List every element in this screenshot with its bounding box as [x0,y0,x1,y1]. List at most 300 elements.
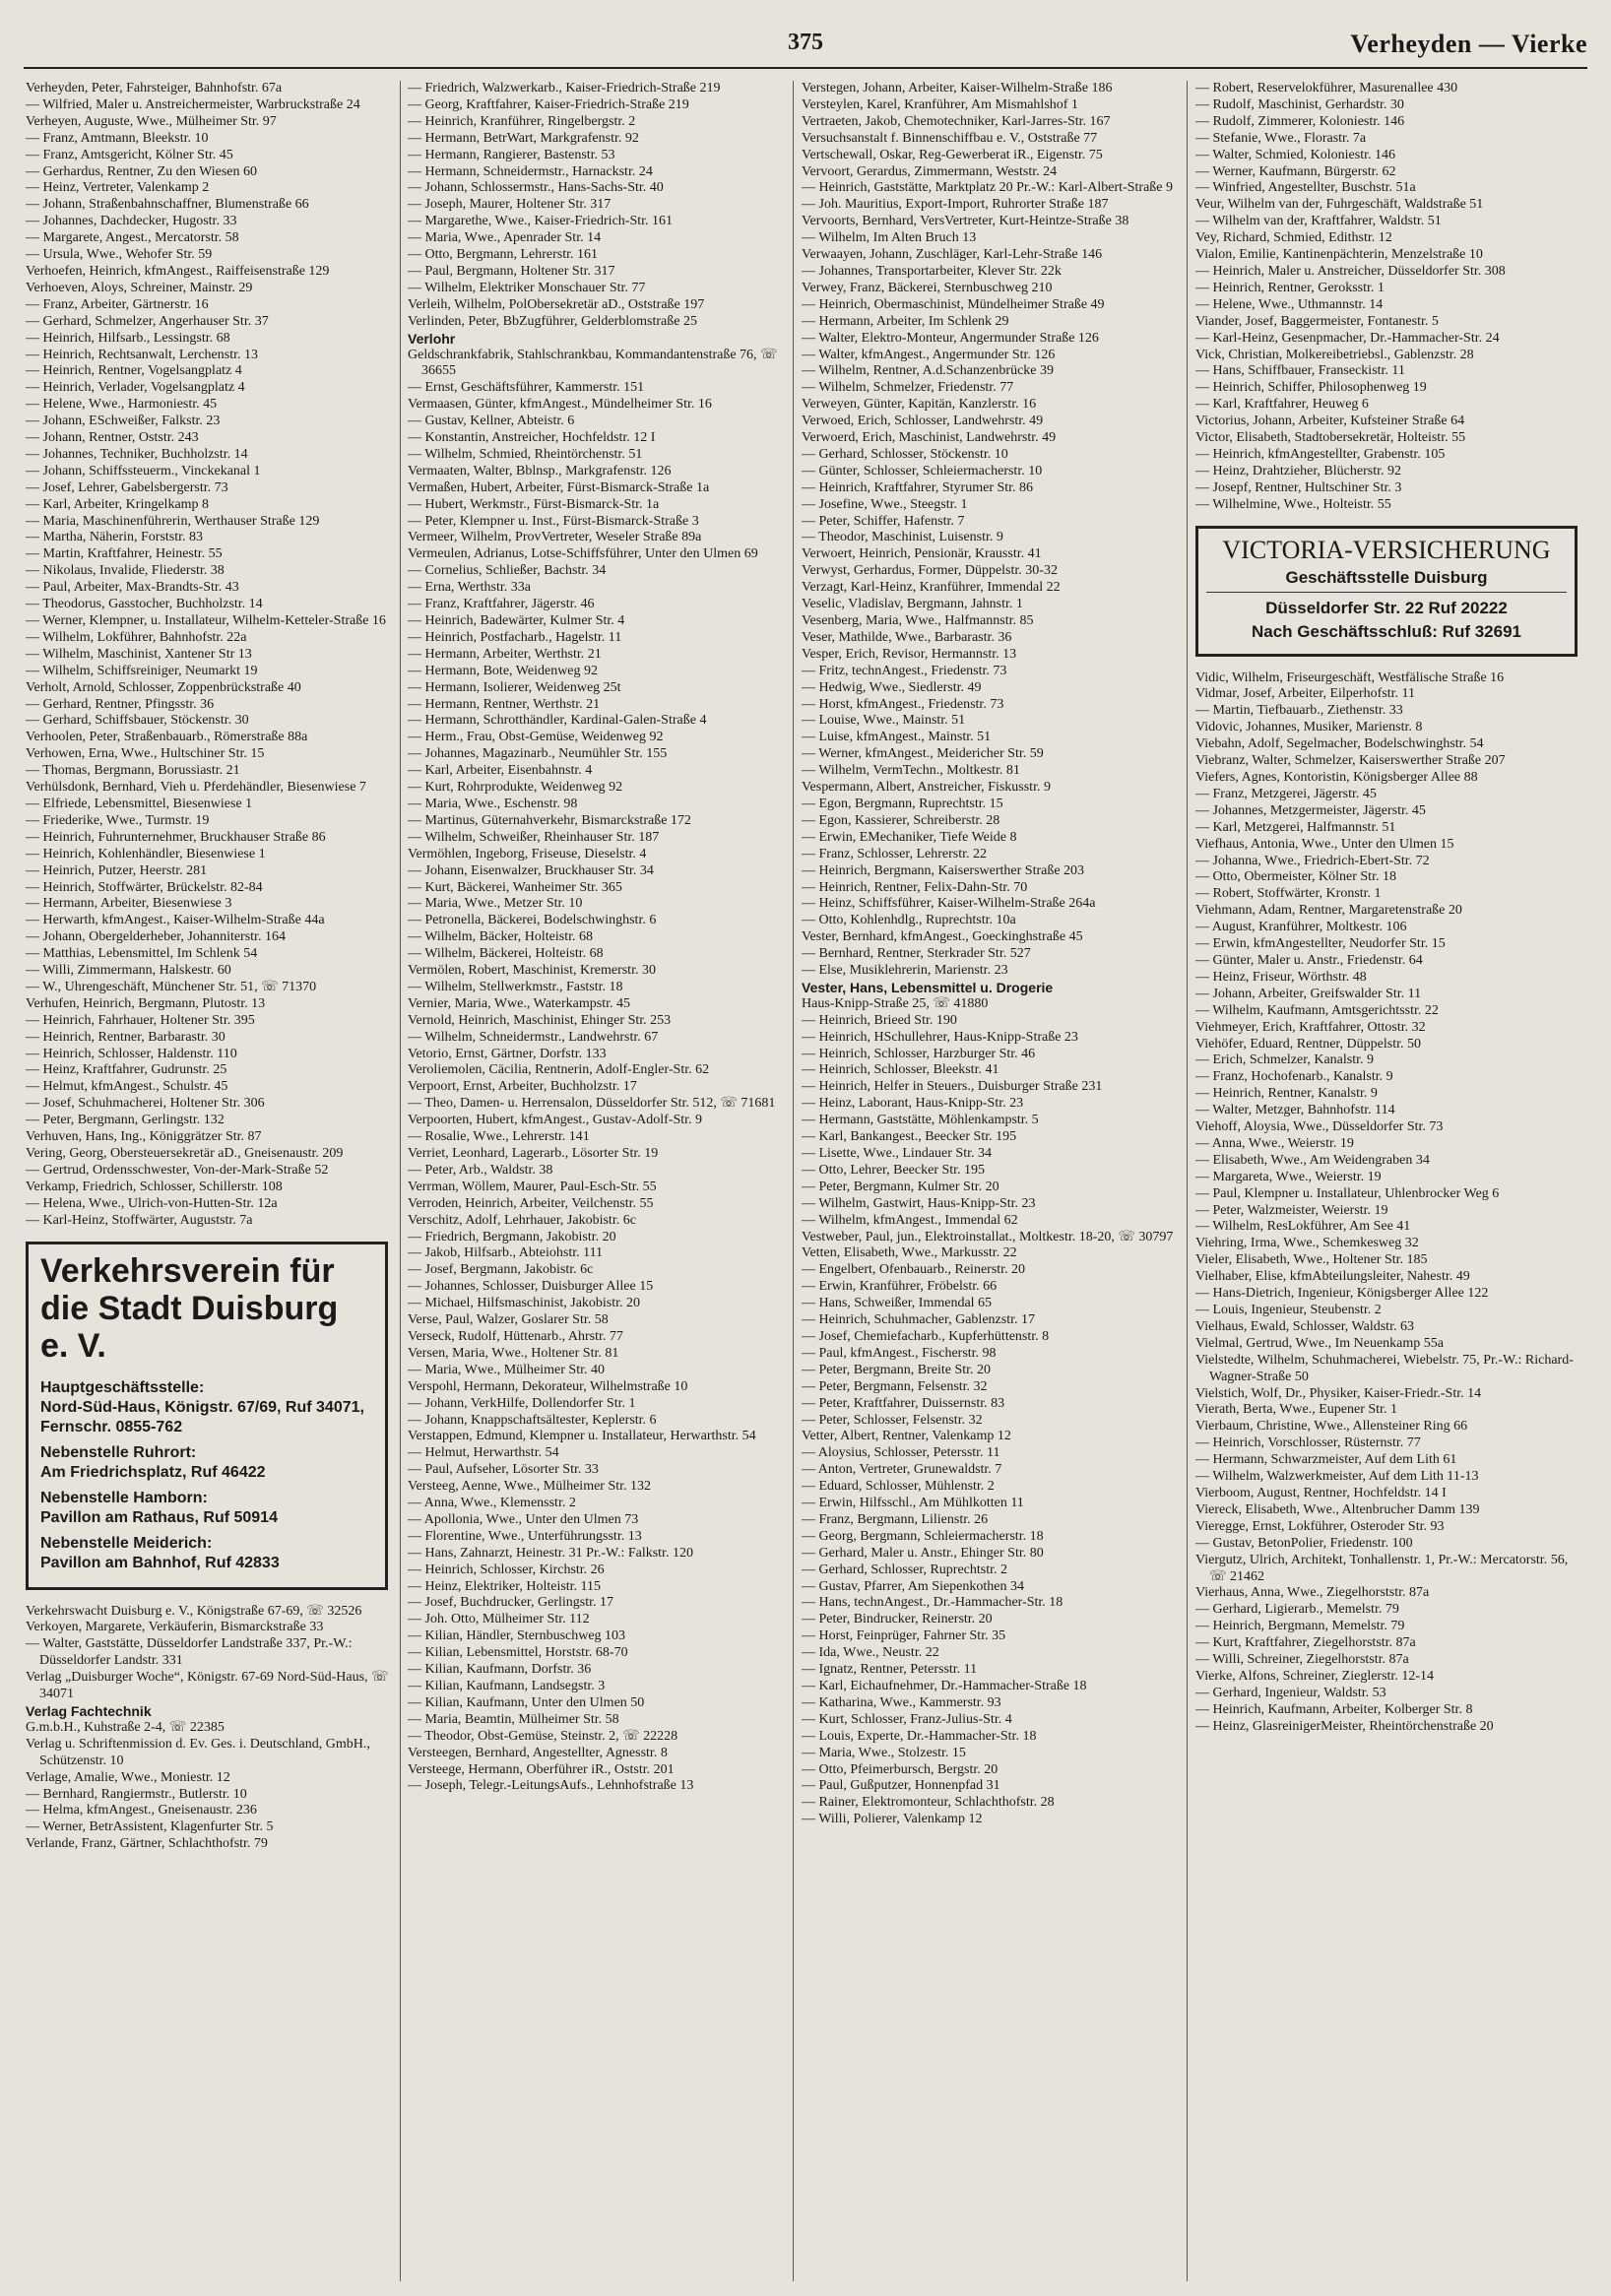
directory-entry: Verpoorten, Hubert, kfmAngest., Gustav-Adolf-Str. 9 [408,1113,703,1128]
directory-entry: Viander, Josef, Baggermeister, Fontanestr. 5 [1195,313,1439,329]
directory-entry: — Heinz, Friseur, Wörthstr. 48 [1195,969,1367,985]
verkehrsverein-ad-lines [40,1378,373,1573]
directory-entry: — Wilfried, Maler u. Anstreichermeister, Warbruckstraße 24 [26,96,360,112]
directory-entry: — Johanna, Wwe., Friedrich-Ebert-Str. 72 [1195,853,1430,868]
directory-entry: — Heinrich, Kraftfahrer, Styrumer Str. 86 [802,479,1034,495]
directory-entry: — Bernhard, Rangiermstr., Butlerstr. 10 [26,1786,247,1802]
directory-entry: — Joh. Mauritius, Export-Import, Ruhrorter Straße 187 [802,197,1109,213]
directory-entry: — Karl, Bankangest., Beecker Str. 195 [802,1129,1017,1145]
directory-entry: — Hans, Schiffbauer, Franseckistr. 11 [1195,363,1405,379]
directory-entry: — Maria, Wwe., Stolzestr. 15 [802,1745,966,1760]
directory-entry: — Paul, Aufseher, Lösorter Str. 33 [408,1462,599,1478]
directory-entry: — Karl, Arbeiter, Kringelkamp 8 [26,496,210,512]
directory-entry: — Lisette, Wwe., Lindauer Str. 34 [802,1146,992,1161]
directory-entry: — Franz, Kraftfahrer, Jägerstr. 46 [408,597,595,612]
victoria-ad-title: VICTORIA-VERSICHERUNG [1222,535,1551,564]
directory-entry: — Joh. Otto, Mülheimer Str. 112 [408,1612,590,1627]
directory-entry: Vermaaten, Walter, Bblnsp., Markgrafenstr. 126 [408,463,672,478]
directory-entry: Vester, Bernhard, kfmAngest., Goeckinghstraße 45 [802,929,1083,945]
directory-entry: — Gerhard, Schmelzer, Angerhauser Str. 37 [26,313,269,329]
directory-entry: — Heinrich, Hilfsarb., Lessingstr. 68 [26,330,230,346]
directory-entry: — Wilhelm, Schiffsreiniger, Neumarkt 19 [26,663,258,678]
directory-entry: — Walter, Elektro-Monteur, Angermunder Straße 126 [802,330,1099,346]
directory-entry: — Otto, Bergmann, Lehrerstr. 161 [408,247,598,263]
directory-entry: Vielhaus, Ewald, Schlosser, Waldstr. 63 [1195,1318,1414,1334]
directory-entry: — Ursula, Wwe., Wehofer Str. 59 [26,247,213,263]
directory-entry: — Herwarth, kfmAngest., Kaiser-Wilhelm-Straße 44a [26,913,325,928]
directory-entry: — Willi, Polierer, Valenkamp 12 [802,1812,983,1827]
directory-entry: Versteege, Hermann, Oberführer iR., Oststr. 201 [408,1761,675,1777]
directory-entry: — Hans, Schweißer, Immendal 65 [802,1296,993,1311]
directory-entry: — Johann, Schiffssteuerm., Vinckekanal 1 [26,463,261,478]
directory-entry: — Werner, Klempner, u. Installateur, Wilhelm-Ketteler-Straße 16 [26,613,386,628]
directory-entry: — Peter, Klempner u. Inst., Fürst-Bismarck-Straße 3 [408,513,699,529]
directory-entry: — Josepf, Rentner, Hultschiner Str. 3 [1195,479,1402,495]
page-header [24,26,1587,67]
directory-entry: — Hermann, Arbeiter, Im Schlenk 29 [802,313,1009,329]
directory-entry: — Wilhelm, Stellwerkmstr., Faststr. 18 [408,979,623,994]
directory-entry: — Wilhelm, Kaufmann, Amtsgerichtsstr. 22 [1195,1002,1439,1018]
directory-entry: — Engelbert, Ofenbauarb., Reinerstr. 20 [802,1262,1026,1278]
directory-entry: — Heinrich, Rentner, Barbarastr. 30 [26,1029,226,1045]
directory-entry: Verwoed, Erich, Schlosser, Landwehrstr. 49 [802,414,1044,429]
directory-entry: — Friedrich, Bergmann, Jakobistr. 20 [408,1229,616,1244]
ad-line-text: Pavillon am Bahnhof, Ruf 42833 [40,1554,280,1571]
directory-entry: Vermölen, Robert, Maschinist, Kremerstr. 30 [408,963,656,979]
directory-entry: — Johann, Rentner, Oststr. 243 [26,430,199,446]
directory-entry: — Louis, Experte, Dr.-Hammacher-Str. 18 [802,1728,1037,1744]
directory-entry: — Katharina, Wwe., Kammerstr. 93 [802,1694,1001,1710]
directory-entry: — Hermann, Arbeiter, Biesenwiese 3 [26,896,232,912]
directory-entry: — Erwin, Kranführer, Fröbelstr. 66 [802,1279,998,1295]
directory-entry: Viefhaus, Antonia, Wwe., Unter den Ulmen 15 [1195,836,1454,852]
directory-entry: — Hedwig, Wwe., Siedlerstr. 49 [802,679,982,695]
directory-entry: — Martin, Kraftfahrer, Heinestr. 55 [26,546,223,562]
directory-entry: — Theodorus, Gasstocher, Buchholzstr. 14 [26,597,263,612]
directory-entry: — Kurt, Kraftfahrer, Ziegelhorststr. 87a [1195,1635,1416,1651]
directory-entry: — Martin, Tiefbauarb., Ziethenstr. 33 [1195,703,1403,719]
directory-entry: — Anton, Vertreter, Grunewaldstr. 7 [802,1462,1002,1478]
directory-entry: — Helmut, kfmAngest., Schulstr. 45 [26,1079,228,1095]
directory-entry: — Rosalie, Wwe., Lehrerstr. 141 [408,1129,590,1145]
directory-entry: Vernold, Heinrich, Maschinist, Ehinger Str. 253 [408,1012,672,1028]
directory-entry: Verspohl, Hermann, Dekorateur, Wilhelmstraße 10 [408,1378,688,1394]
directory-entry: — Rainer, Elektromonteur, Schlachthofstr. 28 [802,1795,1055,1811]
directory-entry: — Peter, Kraftfahrer, Duissernstr. 83 [802,1395,1005,1411]
directory-entry: Vertraeten, Jakob, Chemotechniker, Karl-Jarres-Str. 167 [802,113,1111,129]
column-4-entries-after [1195,670,1581,1736]
directory-entry: — Wilhelm, VermTechn., Moltkestr. 81 [802,763,1020,779]
directory-entry: — Peter, Schiffer, Hafenstr. 7 [802,513,965,529]
directory-entry: — Willi, Zimmermann, Halskestr. 60 [26,963,231,979]
directory-entry: — Johann, Eisenwalzer, Bruckhauser Str. 34 [408,862,654,878]
directory-entry: — Gustav, Pfarrer, Am Siepenkothen 34 [802,1578,1024,1594]
directory-entry: — Heinrich, HSchullehrer, Haus-Knipp-Straße 23 [802,1029,1078,1045]
directory-entry: — Maria, Wwe., Metzer Str. 10 [408,896,583,912]
directory-entry: Vering, Georg, Obersteuersekretär aD., Gneisenaustr. 209 [26,1146,344,1161]
directory-entry: Vielstedte, Wilhelm, Schuhmacherei, Wiebelstr. 75, Pr.-W.: Richard-Wagner-Straße 50 [1195,1352,1574,1384]
victoria-ad-line1: Düsseldorfer Str. 22 Ruf 20222 [1265,598,1508,617]
directory-entry: — Maria, Beamtin, Mülheimer Str. 58 [408,1711,619,1727]
directory-entry: Vetten, Elisabeth, Wwe., Markusstr. 22 [802,1245,1017,1261]
directory-entry: — Elisabeth, Wwe., Am Weidengraben 34 [1195,1152,1430,1168]
directory-entry: — Josef, Schuhmacherei, Holtener Str. 306 [26,1096,265,1112]
directory-entry: — Herm., Frau, Obst-Gemüse, Weidenweg 92 [408,730,664,745]
directory-entry: Verleih, Wilhelm, PolObersekretär aD., Oststraße 197 [408,296,705,312]
directory-entry: — Cornelius, Schließer, Bachstr. 34 [408,563,607,579]
directory-entry: Vidmar, Josef, Arbeiter, Eilperhofstr. 11 [1195,686,1416,702]
directory-entry: — Horst, kfmAngest., Friedenstr. 73 [802,696,1004,712]
directory-entry: — Heinrich, Kaufmann, Arbeiter, Kolberger Str. 8 [1195,1701,1473,1717]
verkehrsverein-ad [26,1242,388,1590]
directory-entry: — Karl-Heinz, Stoffwärter, Auguststr. 7a [26,1212,253,1228]
directory-entry: — Heinz, Vertreter, Valenkamp 2 [26,180,210,196]
directory-entry: G.m.b.H., Kuhstraße 2-4, ☏ 22385 [26,1719,225,1735]
directory-entry: — Egon, Kassierer, Schreiberstr. 28 [802,812,1000,828]
directory-entry: Verschitz, Adolf, Lehrhauer, Jakobistr. 6c [408,1212,636,1228]
directory-entry: Verlage, Amalie, Wwe., Moniestr. 12 [26,1769,230,1785]
directory-entry: Vermaßen, Hubert, Arbeiter, Fürst-Bismarck-Straße 1a [408,479,710,495]
directory-entry: Vieler, Elisabeth, Wwe., Holtener Str. 185 [1195,1252,1428,1268]
directory-entry: — Heinrich, Bergmann, Kaiserswerther Straße 203 [802,862,1085,878]
directory-entry: — Walter, Schmied, Koloniestr. 146 [1195,147,1395,162]
ad-line-text: Am Friedrichsplatz, Ruf 46422 [40,1463,266,1481]
directory-entry: — Wilhelm, ResLokführer, Am See 41 [1195,1219,1411,1235]
directory-entry: — Heinrich, Putzer, Heerstr. 281 [26,862,208,878]
directory-entry: — Heinrich, Schlosser, Haldenstr. 110 [26,1046,237,1061]
directory-entry: — Johannes, Magazinarb., Neumühler Str. 155 [408,746,668,762]
directory-entry: Vespermann, Albert, Anstreicher, Fiskusstr. 9 [802,780,1051,796]
directory-entry: Vermaasen, Günter, kfmAngest., Mündelheimer Str. 16 [408,397,712,413]
directory-entry: — Wilhelm, Rentner, A.d.Schanzenbrücke 39 [802,363,1054,379]
directory-entry: — Heinz, Schiffsführer, Kaiser-Wilhelm-Straße 264a [802,896,1096,912]
ad-line-text: Pavillon am Rathaus, Ruf 50914 [40,1508,278,1526]
directory-entry: — Gerhard, Rentner, Pfingsstr. 36 [26,696,215,712]
ad-line-label: Nebenstelle Hamborn: [40,1489,208,1506]
directory-entry: — Peter, Arb., Waldstr. 38 [408,1162,553,1178]
directory-entry: — Hubert, Werkmstr., Fürst-Bismarck-Str. 1a [408,496,660,512]
directory-entry: — Gerhardus, Rentner, Zu den Wiesen 60 [26,163,257,179]
directory-entry: — Heinrich, Rentner, Kanalstr. 9 [1195,1086,1378,1102]
directory-entry: — Friedrich, Walzwerkarb., Kaiser-Friedrich-Straße 219 [408,81,721,96]
directory-entry: — Johann, Arbeiter, Greifswalder Str. 11 [1195,986,1422,1001]
column-3 [802,81,1178,2281]
directory-entry: — Heinrich, Rechtsanwalt, Lerchenstr. 13 [26,347,258,362]
directory-entry: Verweyen, Günter, Kapitän, Kanzlerstr. 16 [802,397,1037,413]
directory-entry: Vierbaum, Christine, Wwe., Allensteiner Ring 66 [1195,1419,1468,1435]
directory-entry: — Wilhelm, Bäcker, Holteistr. 68 [408,929,593,945]
directory-entry: — Heinz, Drahtzieher, Blücherstr. 92 [1195,463,1401,478]
directory-entry: — Georg, Bergmann, Schleiermacherstr. 18 [802,1528,1044,1544]
directory-entry: — Theodor, Obst-Gemüse, Steinstr. 2, ☏ 22228 [408,1728,678,1744]
directory-entry: — Hermann, Arbeiter, Werthstr. 21 [408,646,602,662]
directory-entry: Vernier, Maria, Wwe., Waterkampstr. 45 [408,995,631,1011]
directory-entry: — Peter, Bindrucker, Reinerstr. 20 [802,1612,993,1627]
directory-entry: — Heinrich, Kohlenhändler, Biesenwiese 1 [26,846,266,861]
directory-entry: Veroliemolen, Cäcilia, Rentnerin, Adolf-Engler-Str. 62 [408,1062,710,1078]
directory-entry: — Heinrich, Rentner, Geroksstr. 1 [1195,280,1385,295]
directory-entry: — Luise, kfmAngest., Mainstr. 51 [802,730,992,745]
directory-entry: Haus-Knipp-Straße 25, ☏ 41880 [802,995,989,1011]
directory-entry: — Hans, technAngest., Dr.-Hammacher-Str. 18 [802,1595,1063,1611]
directory-entry: Vick, Christian, Molkereibetriebsl., Gablenzstr. 28 [1195,347,1474,362]
directory-entry: — Stefanie, Wwe., Florastr. 7a [1195,130,1367,146]
directory-entry: Verstegen, Johann, Arbeiter, Kaiser-Wilhelm-Straße 186 [802,81,1113,96]
directory-entry: Verlande, Franz, Gärtner, Schlachthofstr. 79 [26,1836,268,1852]
directory-entry: Geldschrankfabrik, Stahlschrankbau, Kommandantenstraße 76, ☏ 36655 [408,347,778,379]
directory-entry: — Heinz, Kraftfahrer, Gudrunstr. 25 [26,1062,227,1078]
directory-entry: Viehmeyer, Erich, Kraftfahrer, Ottostr. 32 [1195,1019,1426,1035]
directory-entry: — Heinz, Laborant, Haus-Knipp-Str. 23 [802,1096,1024,1112]
directory-entry: — Heinrich, Rentner, Vogelsangplatz 4 [26,363,242,379]
directory-entry: Vidic, Wilhelm, Friseurgeschäft, Westfälische Straße 16 [1195,670,1505,685]
directory-entry: — Hermann, Schrotthändler, Kardinal-Galen-Straße 4 [408,713,707,729]
directory-entry: Verkehrswacht Duisburg e. V., Königstraße 67-69, ☏ 32526 [26,1603,362,1619]
directory-entry: — Maria, Wwe., Mülheimer Str. 40 [408,1362,605,1377]
directory-entry: — Helena, Wwe., Ulrich-von-Hutten-Str. 12a [26,1195,278,1211]
directory-entry: — Heinz, GlasreinigerMeister, Rheintörchenstraße 20 [1195,1718,1494,1734]
directory-entry: Vermeer, Wilhelm, ProvVertreter, Weseler Straße 89a [408,530,702,545]
directory-entry: Vesper, Erich, Revisor, Hermannstr. 13 [802,646,1017,662]
directory-entry: — Peter, Walzmeister, Weierstr. 19 [1195,1202,1388,1218]
directory-entry: — Franz, Amtmann, Bleekstr. 10 [26,130,209,146]
directory-entry: Victorius, Johann, Arbeiter, Kufsteiner Straße 64 [1195,414,1465,429]
directory-entry: — Nikolaus, Invalide, Fliederstr. 38 [26,563,225,579]
directory-entry: — Horst, Feinprüger, Fahrner Str. 35 [802,1628,1006,1644]
directory-entry: — August, Kranführer, Moltkestr. 106 [1195,920,1407,935]
directory-entry: — Hermann, Schneidermstr., Harnackstr. 24 [408,163,653,179]
verkehrsverein-ad-title: Verkehrsverein für die Stadt Duisburg e. V. [40,1251,339,1365]
directory-entry: — Florentine, Wwe., Unterführungsstr. 13 [408,1528,642,1544]
directory-entry: — Georg, Kraftfahrer, Kaiser-Friedrich-Straße 219 [408,96,689,112]
directory-entry: Viebahn, Adolf, Segelmacher, Bodelschwinghstr. 54 [1195,736,1484,752]
directory-entry: Veur, Wilhelm van der, Fuhrgeschäft, Waldstraße 51 [1195,197,1484,213]
directory-entry: Vieregge, Ernst, Lokführer, Osteroder Str. 93 [1195,1518,1445,1534]
directory-entry: — Johannes, Dachdecker, Hugostr. 33 [26,214,237,229]
directory-entry: — Paul, Bergmann, Holtener Str. 317 [408,263,615,279]
directory-entry: — Otto, Pfeimerbursch, Bergstr. 20 [802,1761,999,1777]
directory-entry: — Heinrich, Schlosser, Harzburger Str. 46 [802,1046,1036,1061]
directory-entry: — Josef, Lehrer, Gabelsbergerstr. 73 [26,479,228,495]
directory-entry: — Erna, Werthstr. 33a [408,580,531,596]
directory-entry: — Karl, Eichaufnehmer, Dr.-Hammacher-Straße 18 [802,1679,1087,1693]
directory-entry: — Helene, Wwe., Uthmannstr. 14 [1195,296,1384,312]
directory-entry: — Johann, Knappschaftsältester, Keplerstr. 6 [408,1412,657,1428]
directory-entry: — Johannes, Schlosser, Duisburger Allee 15 [408,1279,654,1295]
directory-entry: — Gustav, BetonPolier, Friedenstr. 100 [1195,1535,1413,1551]
directory-entry: — Theodor, Maschinist, Luisenstr. 9 [802,530,1003,545]
directory-entry: — Wilhelm, Schmelzer, Friedenstr. 77 [802,380,1014,396]
directory-entry: — Josefine, Wwe., Steegstr. 1 [802,496,968,512]
directory-entry: Viehoff, Aloysia, Wwe., Düsseldorfer Str. 73 [1195,1119,1444,1135]
directory-entry: — Josef, Chemiefacharb., Kupferhüttenstr. 8 [802,1328,1050,1344]
directory-entry: — Robert, Reservelokführer, Masurenallee 430 [1195,81,1458,96]
directory-entry: — Eduard, Schlosser, Mühlenstr. 2 [802,1479,995,1495]
directory-entry: Verwaayen, Johann, Zuschläger, Karl-Lehr-Straße 146 [802,247,1103,263]
directory-entry: — Heinrich, Maler u. Anstreicher, Düsseldorfer Str. 308 [1195,263,1506,279]
directory-entry: Vertschewall, Oskar, Reg-Gewerberat iR., Eigenstr. 75 [802,147,1103,162]
directory-entry: — Kilian, Kaufmann, Unter den Ulmen 50 [408,1694,645,1710]
directory-entry: — Franz, Metzgerei, Jägerstr. 45 [1195,786,1377,801]
directory-entry: — Konstantin, Anstreicher, Hochfeldstr. 12 I [408,430,656,446]
directory-entry: — Franz, Schlosser, Lehrerstr. 22 [802,846,988,861]
directory-entry: — Karl, Metzgerei, Halfmannstr. 51 [1195,819,1396,835]
directory-entry: — Gerhard, Schiffsbauer, Stöckenstr. 30 [26,713,249,729]
directory-entry: — Heinrich, Fuhrunternehmer, Bruckhauser Straße 86 [26,829,326,845]
directory-entry: Viehöfer, Eduard, Rentner, Düppelstr. 50 [1195,1036,1421,1052]
directory-entry: — Kurt, Rohrproduktе, Weidenweg 92 [408,780,623,796]
directory-entry: — Heinrich, Gaststätte, Marktplatz 20 Pr.-W.: Karl-Albert-Straße 9 [802,180,1173,196]
directory-entry: Vester, Hans, Lebensmittel u. Drogerie [802,979,1054,995]
directory-entry: — Franz, Amtsgericht, Kölner Str. 45 [26,147,233,162]
directory-entry: Vielstich, Wolf, Dr., Physiker, Kaiser-Friedr.-Str. 14 [1195,1385,1482,1401]
directory-entry: — Heinrich, kfmAngestellter, Grabenstr. 105 [1195,446,1446,462]
column-4-entries [1195,81,1581,514]
directory-entry: — Ernst, Geschäftsführer, Kammerstr. 151 [408,380,645,396]
directory-entry: — Heinrich, Schlosser, Kirchstr. 26 [408,1562,605,1577]
directory-entry: — Hermann, Rangierer, Bastenstr. 53 [408,147,615,162]
directory-entry: — Karl, Arbeiter, Eisenbahnstr. 4 [408,763,593,779]
directory-entry: Versteegen, Bernhard, Angestellter, Agnesstr. 8 [408,1745,668,1760]
directory-entry: — Else, Musiklehrerin, Marienstr. 23 [802,963,1008,979]
directory-entry: — Karl-Heinz, Gesenpmacher, Dr.-Hammacher-Str. 24 [1195,330,1500,346]
directory-entry: — Gerhard, Ingenieur, Waldstr. 53 [1195,1685,1386,1700]
directory-entry: Viefers, Agnes, Kontoristin, Königsberger Allee 88 [1195,770,1478,785]
directory-entry: — Jakob, Hilfsarb., Abteiohstr. 111 [408,1245,604,1261]
directory-entry: — Johann, Schlossermstr., Hans-Sachs-Str. 40 [408,180,664,196]
directory-entry: Versteeg, Aenne, Wwe., Mülheimer Str. 132 [408,1479,652,1495]
directory-entry: Vialon, Emilie, Kantinenpächterin, Menzelstraße 10 [1195,247,1483,263]
directory-entry: — Hermann, Bote, Weidenweg 92 [408,663,599,678]
directory-entry: — Johann, Straßenbahnschaffner, Blumenstraße 66 [26,197,309,213]
column-divider [400,81,401,2281]
directory-entry: — Wilhelm, Gastwirt, Haus-Knipp-Str. 23 [802,1195,1036,1211]
directory-entry: — Heinrich, Stoffwärter, Brückelstr. 82-84 [26,879,263,895]
directory-entry: — Wilhelm, Walzwerkmeister, Auf dem Lith 11-13 [1195,1469,1479,1485]
directory-entry: — Louise, Wwe., Mainstr. 51 [802,713,966,729]
directory-entry: Verlinden, Peter, BbZugführer, Gelderblomstraße 25 [408,313,697,329]
directory-entry: Vierke, Alfons, Schreiner, Zieglerstr. 12-14 [1195,1668,1434,1684]
directory-entry: — Heinz, Elektriker, Holteistr. 115 [408,1578,602,1594]
directory-entry: — Hermann, Schwarzmeister, Auf dem Lith 61 [1195,1452,1457,1468]
directory-entry: — Peter, Bergmann, Kulmer Str. 20 [802,1179,999,1194]
ad-line-label: Nebenstelle Meiderich: [40,1534,213,1552]
directory-entry: — Gerhard, Schlosser, Ruprechtstr. 2 [802,1562,1008,1577]
directory-entry: — Friederike, Wwe., Turmstr. 19 [26,812,210,828]
directory-entry: Vetter, Albert, Rentner, Valenkamp 12 [802,1429,1011,1444]
directory-entry: — Maria, Wwe., Apenrader Str. 14 [408,230,602,246]
directory-entry: Verwey, Franz, Bäckerei, Sternbuschweg 210 [802,280,1053,295]
directory-entry: — Theo, Damen- u. Herrensalon, Düsseldorfer Str. 512, ☏ 71681 [408,1096,776,1112]
directory-entry: — Joseph, Telegr.-LeitungsAufs., Lehnhofstraße 13 [408,1778,694,1794]
directory-entry: Veser, Mathilde, Wwe., Barbarastr. 36 [802,629,1012,645]
victoria-ad-line2: Nach Geschäftsschluß: Ruf 32691 [1252,621,1521,641]
directory-entry: — Paul, Arbeiter, Max-Brandts-Str. 43 [26,580,239,596]
directory-entry: Verkamp, Friedrich, Schlosser, Schillerstr. 108 [26,1179,283,1194]
directory-entry: — Otto, Obermeister, Kölner Str. 18 [1195,869,1396,885]
directory-entry: Veselic, Vladislav, Bergmann, Jahnstr. 1 [802,597,1023,612]
directory-entry: — Hermann, Rentner, Werthstr. 21 [408,696,601,712]
directory-entry: — Josef, Buchdrucker, Gerlingstr. 17 [408,1595,614,1611]
directory-entry: Vermeulen, Adrianus, Lotse-Schiffsführer, Unter den Ulmen 69 [408,546,758,562]
directory-entry: — Rudolf, Zimmerer, Koloniestr. 146 [1195,113,1405,129]
directory-entry: — Heinrich, Vorschlosser, Rüsternstr. 77 [1195,1435,1421,1451]
directory-entry: — Joseph, Maurer, Holtener Str. 317 [408,197,612,213]
directory-entry: — Margareta, Wwe., Weierstr. 19 [1195,1169,1382,1184]
directory-entry: — Peter, Bergmann, Felsenstr. 32 [802,1378,988,1394]
directory-entry: — Egon, Bergmann, Ruprechtstr. 15 [802,796,1003,811]
directory-entry: — Wilhelm, Schmied, Rheintörchenstr. 51 [408,446,643,462]
directory-entry: — Wilhelm, Im Alten Bruch 13 [802,230,977,246]
directory-entry: Vidovic, Johannes, Musiker, Marienstr. 8 [1195,720,1423,735]
directory-entry: — Heinrich, Obermaschinist, Mündelheimer Straße 49 [802,296,1105,312]
directory-entry: — Johannes, Metzgermeister, Jägerstr. 45 [1195,802,1426,818]
directory-entry: Verhufen, Heinrich, Bergmann, Plutostr. 13 [26,995,266,1011]
directory-entry: Vierboom, August, Rentner, Hochfeldstr. 14 I [1195,1485,1447,1500]
victoria-ad [1195,526,1578,657]
directory-entry: — Peter, Bergmann, Gerlingstr. 132 [26,1113,225,1128]
directory-entry: — Matthias, Lebensmittel, Im Schlenk 54 [26,946,258,962]
directory-entry: Vervoort, Gerardus, Zimmermann, Weststr. 24 [802,163,1058,179]
directory-entry: — Johann, VerkHilfe, Dollendorfer Str. 1 [408,1395,636,1411]
directory-entry: — Hans-Dietrich, Ingenieur, Königsberger Allee 122 [1195,1286,1489,1302]
directory-entry: Verheyden, Peter, Fahrsteiger, Bahnhofstr. 67a [26,81,283,96]
directory-entry: Verhoefen, Heinrich, kfmAngest., Raiffeisenstraße 129 [26,263,330,279]
directory-entry: — Maria, Wwe., Eschenstr. 98 [408,796,578,811]
directory-entry: — Heinrich, Fahrhauer, Holtener Str. 395 [26,1012,255,1028]
directory-entry: Versen, Maria, Wwe., Holtener Str. 81 [408,1345,619,1361]
directory-entry: Verhowen, Erna, Wwe., Hultschiner Str. 15 [26,746,265,762]
directory-entry: Verwoert, Heinrich, Pensionär, Krausstr. 41 [802,546,1042,562]
column-2-entries [408,81,784,1795]
directory-entry: — Wilhelm van der, Kraftfahrer, Waldstr. 51 [1195,214,1442,229]
directory-entry: — Louis, Ingenieur, Steubenstr. 2 [1195,1303,1382,1317]
directory-entry: — Johannes, Techniker, Buchholzstr. 14 [26,446,248,462]
directory-entry: — Robert, Stoffwärter, Kronstr. 1 [1195,886,1382,902]
directory-entry: — Kurt, Bäckerei, Wanheimer Str. 365 [408,879,622,895]
directory-entry: — Kilian, Kaufmann, Landsegstr. 3 [408,1679,606,1693]
directory-entry: Verkoyen, Margarete, Verkäuferin, Bismarckstraße 33 [26,1620,324,1635]
directory-entry: — Bernhard, Rentner, Sterkrader Str. 527 [802,946,1031,962]
directory-entry: — Erwin, kfmAngestellter, Neudorfer Str. 15 [1195,936,1446,952]
directory-entry: — Petronella, Bäckerei, Bodelschwinghstr. 6 [408,913,657,928]
directory-entry: — Walter, Metzger, Bahnhofstr. 114 [1195,1103,1395,1118]
directory-entry: — Elfriede, Lebensmittel, Biesenwiese 1 [26,796,253,811]
directory-entry: — Karl, Kraftfahrer, Heuweg 6 [1195,397,1369,413]
directory-entry: — Winfried, Angestellter, Buschstr. 51a [1195,180,1416,196]
directory-entry: — Franz, Arbeiter, Gärtnerstr. 16 [26,296,209,312]
ad-line-label: Nebenstelle Ruhrort: [40,1443,197,1461]
directory-entry: — Hermann, BetrWart, Markgrafenstr. 92 [408,130,639,146]
directory-entry: — Heinrich, Postfacharb., Hagelstr. 11 [408,629,622,645]
directory-entry: — Paul, kfmAngest., Fischerstr. 98 [802,1345,997,1361]
column-1-entries-after [26,1604,392,1854]
directory-entry: — Josef, Bergmann, Jakobistr. 6c [408,1262,594,1278]
directory-entry: — Heinrich, Schlosser, Bleekstr. 41 [802,1062,999,1078]
directory-entry: Vermöhlen, Ingeborg, Friseuse, Dieselstr. 4 [408,846,647,861]
directory-entry: — Anna, Wwe., Klemensstr. 2 [408,1496,576,1511]
directory-entry: Vierhaus, Anna, Wwe., Ziegelhorststr. 87a [1195,1585,1430,1601]
page-number: 375 [788,30,823,55]
directory-entry: Verriet, Leonhard, Lagerarb., Lösorter Str. 19 [408,1146,659,1161]
directory-entry: Viergutz, Ulrich, Architekt, Tonhallenstr. 1, Pr.-W.: Mercatorstr. 56, ☏ 21462 [1195,1552,1569,1584]
directory-entry: — Heinrich, Bergmann, Memelstr. 79 [1195,1619,1405,1634]
directory-entry: — Margarethe, Wwe., Kaiser-Friedrich-Str. 161 [408,214,674,229]
directory-entry: — Helene, Wwe., Harmoniestr. 45 [26,397,218,413]
header-rule [24,67,1587,69]
victoria-ad-subtitle: Geschäftsstelle Duisburg [1206,566,1567,593]
directory-entry: — Heinrich, Schuhmacher, Gablenzstr. 17 [802,1312,1035,1328]
